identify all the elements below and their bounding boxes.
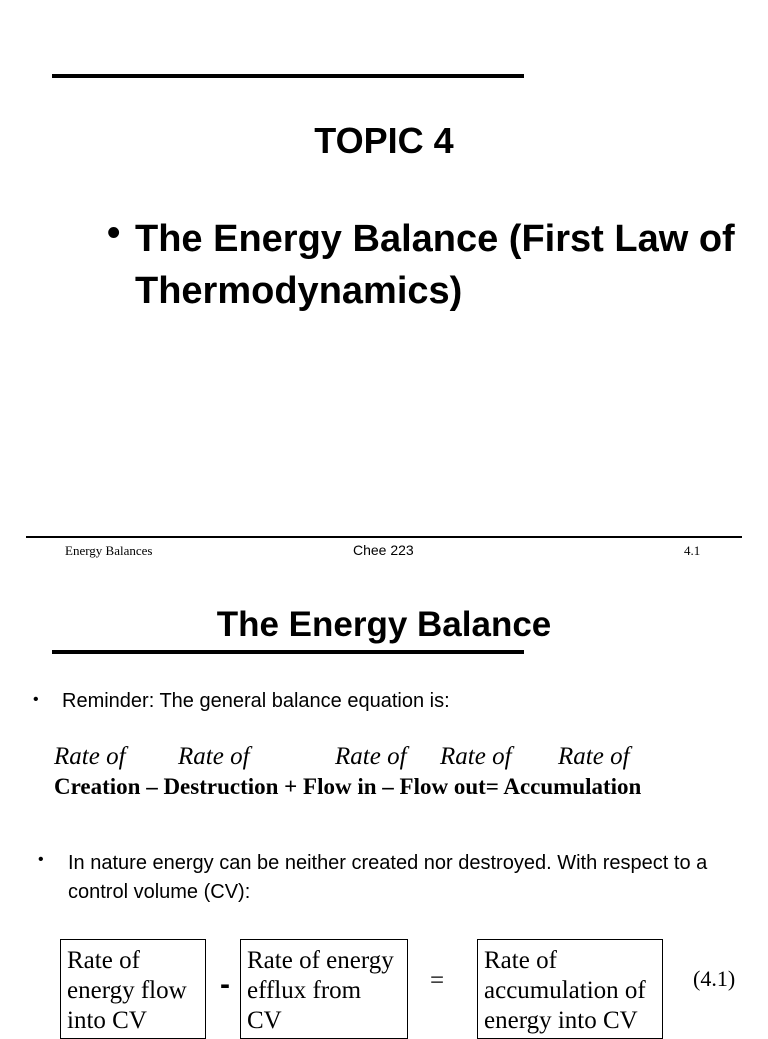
- footer-rule: [26, 536, 742, 538]
- energy-inflow-box: Rate of energy flow into CV: [60, 939, 206, 1039]
- bullet-dot: •: [107, 212, 121, 254]
- top-rule: [52, 74, 524, 78]
- balance-equation: Creation – Destruction + Flow in – Flow out= Accumulation: [54, 774, 642, 799]
- bullet-dot: •: [38, 851, 44, 868]
- footer-course-code: Chee 223: [353, 542, 414, 558]
- energy-efflux-box: Rate of energy efflux from CV: [240, 939, 408, 1039]
- rate-label: Rate of: [335, 743, 407, 770]
- equation-number: (4.1): [693, 966, 736, 991]
- rate-label: Rate of: [440, 743, 512, 770]
- rate-label: Rate of: [178, 743, 250, 770]
- slide-title: The Energy Balance: [216, 605, 552, 644]
- bullet-dot: •: [33, 691, 39, 708]
- footer-slide-number: 4.1: [684, 543, 701, 558]
- nature-text: In nature energy can be neither created nor destroyed. With respect to a control volume (CV):: [68, 852, 708, 903]
- reminder-text: Reminder: The general balance equation is:: [62, 690, 450, 712]
- title-underline: [52, 650, 524, 654]
- rate-label: Rate of: [54, 743, 126, 770]
- minus-operator: -: [220, 968, 230, 1001]
- energy-accumulation-box: Rate of accumulation of energy into CV: [477, 939, 663, 1039]
- equals-operator: =: [430, 967, 445, 994]
- topic-title: TOPIC 4: [314, 120, 454, 161]
- rate-label: Rate of: [558, 743, 630, 770]
- topic-bullet: The Energy Balance (First Law of Thermodynamics): [135, 218, 735, 312]
- footer-course-topic: Energy Balances: [65, 543, 153, 558]
